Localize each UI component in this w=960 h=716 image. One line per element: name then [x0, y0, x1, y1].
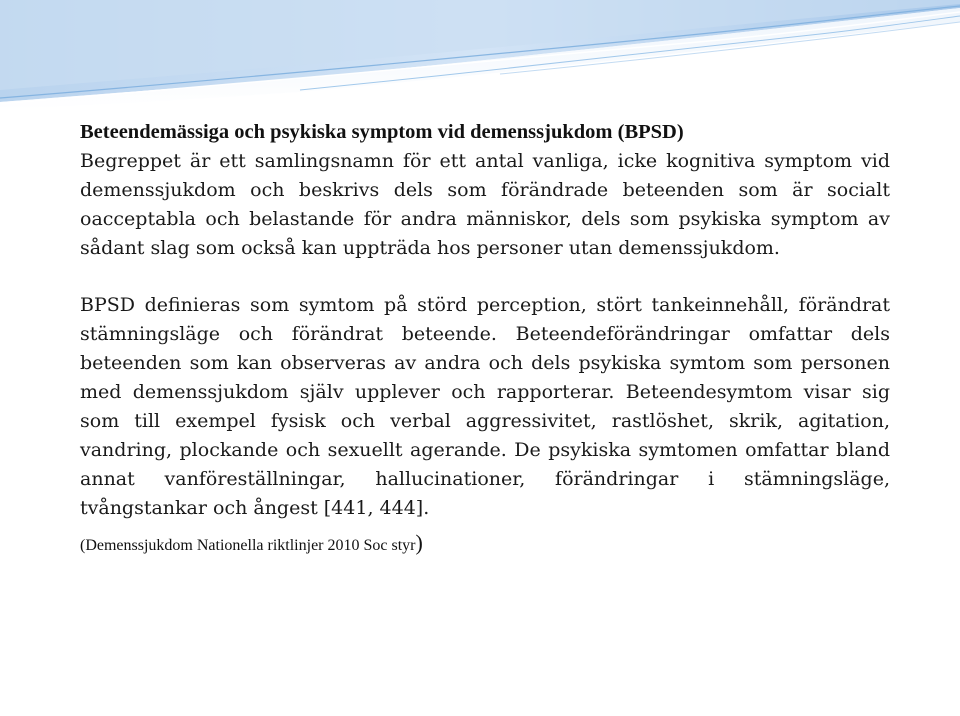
slide-title: Beteendemässiga och psykiska symptom vid demenssjukdom (BPSD): [80, 121, 684, 143]
paragraph-definition: Begreppet är ett samlingsnamn för ett antal vanliga, icke kognitiva symptom vid demenssjukdom och beskrivs dels som förändrade beteenden som är socialt oacceptabla och belastande för andra människor, dels som psykiska symptom av sådant slag som också kan uppträda hos personer utan demenssjukdom.: [80, 150, 890, 259]
paragraph-bpsd-description: BPSD definieras som symtom på störd perception, stört tankeinnehåll, förändrat stämningsläge och förändrat beteende. Beteendeförändringar omfattar dels beteenden som kan observeras av andra och dels psykiska symtom som personen med demenssjukdom själv upplever och rapporterar. Beteendesymtom visar sig som till exempel fysisk och verbal aggressivitet, rastlöshet, skrik, agitation, vandring, plockande och sexuellt agerande. De psykiska symtomen omfattar bland annat vanföreställningar, hallucinationer, förändringar i stämningsläge, tvångstankar och ångest [441, 444].: [80, 294, 890, 519]
citation-text: (Demenssjukdom Nationella riktlinjer 2010 Soc styr: [80, 537, 416, 554]
decorative-wave-banner: [0, 0, 960, 110]
source-citation: [80, 531, 890, 558]
slide-content: [80, 118, 890, 558]
citation-close-paren: ): [415, 530, 423, 555]
